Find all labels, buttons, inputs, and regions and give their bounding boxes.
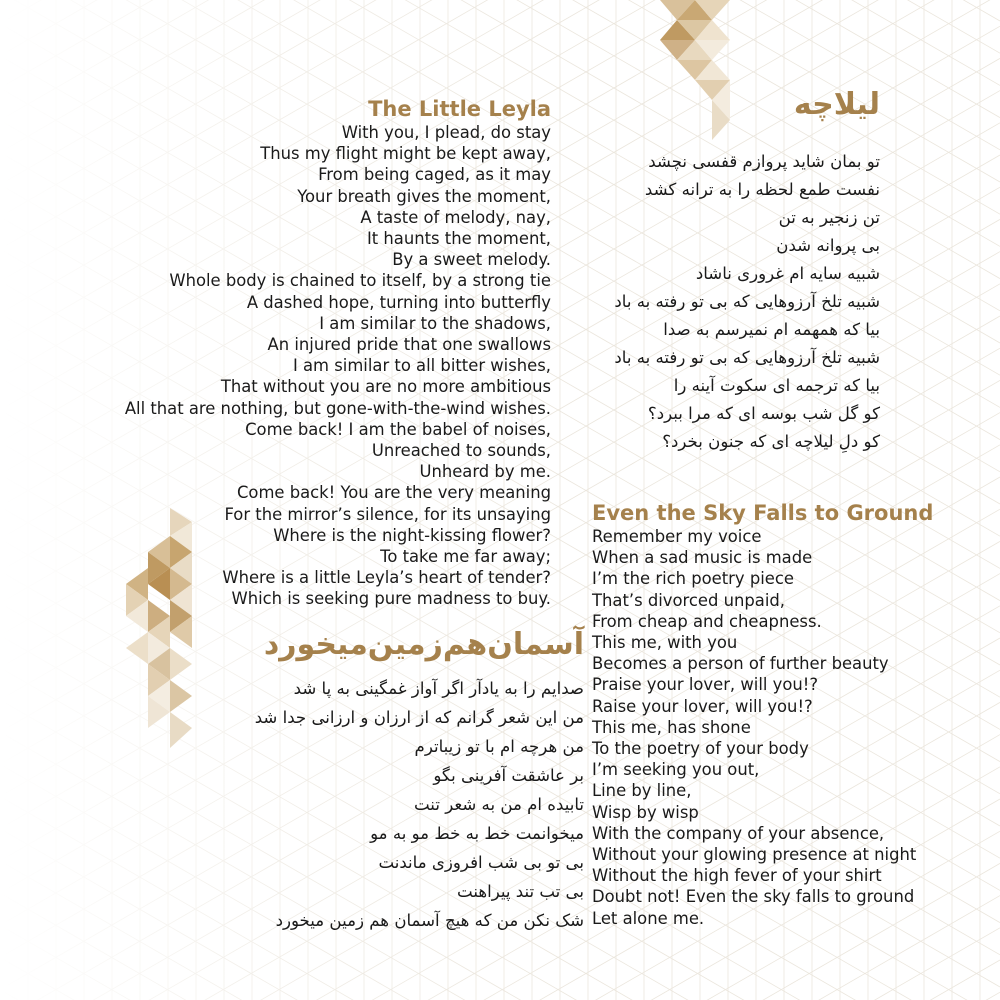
poem-line: Praise your lover, will you!? xyxy=(592,675,819,695)
poem-line: For the mirror’s silence, for its unsaying xyxy=(224,504,551,524)
poem-line: بی تب تند پیراهنت xyxy=(457,882,584,901)
sky-falls-english-title: Even the Sky Falls to Ground xyxy=(592,501,934,525)
poem-line: It haunts the moment, xyxy=(366,229,551,249)
poem-line: I’m seeking you out, xyxy=(592,760,760,780)
poem-line: Line by line, xyxy=(592,781,692,801)
poem-line: تو بمان شاید پروازم قفسی نچشد xyxy=(648,152,880,171)
poem-line: All that are nothing, but gone-with-the-wind wishes. xyxy=(124,398,551,418)
sky-falls-english-poem xyxy=(592,500,933,929)
poem-line: With the company of your absence, xyxy=(592,823,885,843)
poem-line: بیا که ترجمه ای سکوت آینه را xyxy=(673,376,880,395)
poem-line: نفست طمع لحظه را به ترانه کشد xyxy=(644,180,880,199)
little-leyla-english-title: The Little Leyla xyxy=(368,97,551,121)
poem-line: شک نکن من که هیچ آسمان هم زمین میخورد xyxy=(275,911,584,930)
poem-line: Whole body is chained to itself, by a strong tie xyxy=(169,271,551,291)
poem-line: From cheap and cheapness. xyxy=(592,611,822,631)
poem-line: Where is a little Leyla’s heart of tender? xyxy=(222,568,551,588)
poem-line: بی تو بی شب افروزی ماندنت xyxy=(378,853,584,872)
poem-line: شبیه تلخ آرزوهایی که بی تو رفته به باد xyxy=(614,292,880,311)
poem-line: A taste of melody, nay, xyxy=(360,207,551,227)
poem-line: A dashed hope, turning into butterfly xyxy=(246,292,551,312)
poem-line: With you, I plead, do stay xyxy=(341,123,551,142)
poem-line: Becomes a person of further beauty xyxy=(592,654,889,674)
poem-line: This me, with you xyxy=(592,633,738,653)
sky-falls-english-lines xyxy=(592,526,933,929)
poem-line: To take me far away; xyxy=(380,547,551,567)
poem-line: تابیده ام من به شعر تنت xyxy=(414,795,584,814)
poem-line: بیا که همهمه ام نمیرسم به صدا xyxy=(663,320,880,339)
sky-falls-persian-poem xyxy=(255,626,584,935)
poem-line: That without you are no more ambitious xyxy=(220,377,551,397)
poem-line: Without your glowing presence at night xyxy=(592,845,917,865)
poem-line: میخوانمت خط به خط مو به مو xyxy=(370,824,584,843)
poem-line: I’m the rich poetry piece xyxy=(592,569,794,589)
poem-line: Thus my flight might be kept away, xyxy=(260,144,551,164)
poem-line: Your breath gives the moment, xyxy=(297,186,551,206)
sky-falls-persian-title: آسمان‌هم‌زمین‌میخورد xyxy=(263,627,584,662)
poem-line: By a sweet melody. xyxy=(392,250,551,270)
poem-line: This me, has shone xyxy=(592,717,751,737)
poem-line: Come back! I am the babel of noises, xyxy=(245,419,551,439)
poem-line: I am similar to the shadows, xyxy=(319,313,551,333)
poem-line: بر عاشقت آفرینی بگو xyxy=(433,766,584,785)
sky-falls-persian-lines xyxy=(255,674,584,935)
poem-line: من هرچه ام با تو زیباترم xyxy=(414,737,584,756)
poem-line: صدایم را به یادآر اگر آواز غمگینی به پا شد xyxy=(293,679,584,698)
poem-line: An injured pride that one swallows xyxy=(267,335,551,355)
poem-line: کو گل شب بوسه ای که مرا ببرد؟ xyxy=(647,404,880,423)
poem-line: Come back! You are the very meaning xyxy=(236,483,551,503)
poem-line: Without the high fever of your shirt xyxy=(592,866,882,886)
little-leyla-persian-poem xyxy=(614,86,880,456)
poem-line: Unreached to sounds, xyxy=(371,441,551,461)
poem-line: شبیه تلخ آرزوهایی که بی تو رفته به باد xyxy=(614,348,880,367)
poem-line: Raise your lover, will you!? xyxy=(592,696,813,716)
poem-line: Remember my voice xyxy=(592,527,762,546)
poem-line: Unheard by me. xyxy=(419,462,551,482)
little-leyla-english-lines xyxy=(125,122,551,610)
poem-line: From being caged, as it may xyxy=(318,165,551,185)
poem-line: Wisp by wisp xyxy=(592,802,699,822)
poem-line: Which is seeking pure madness to buy. xyxy=(231,589,551,609)
poem-line: I am similar to all bitter wishes, xyxy=(292,356,551,376)
poem-line: شبیه سایه ام غروری ناشاد xyxy=(695,264,880,283)
little-leyla-english-poem xyxy=(125,96,551,610)
poem-line: بی پروانه شدن xyxy=(776,236,880,255)
little-leyla-persian-lines xyxy=(614,148,880,456)
poem-line: من این شعر گرانم که از ارزان و ارزانی جدا شد xyxy=(254,708,584,727)
poem-line: Doubt not! Even the sky falls to ground xyxy=(592,887,915,907)
poem-line: When a sad music is made xyxy=(592,548,813,568)
poem-line: Where is the night-kissing flower? xyxy=(273,525,551,545)
poem-line: Let alone me. xyxy=(592,908,705,928)
poem-line: تن زنجیر به تن xyxy=(778,208,880,227)
poem-line: To the poetry of your body xyxy=(592,739,809,759)
poem-line: That’s divorced unpaid, xyxy=(592,590,785,610)
poem-line: کو دلِ لیلاچه ای که جنون بخرد؟ xyxy=(662,432,880,451)
little-leyla-persian-title: لیلاچه xyxy=(793,87,880,122)
